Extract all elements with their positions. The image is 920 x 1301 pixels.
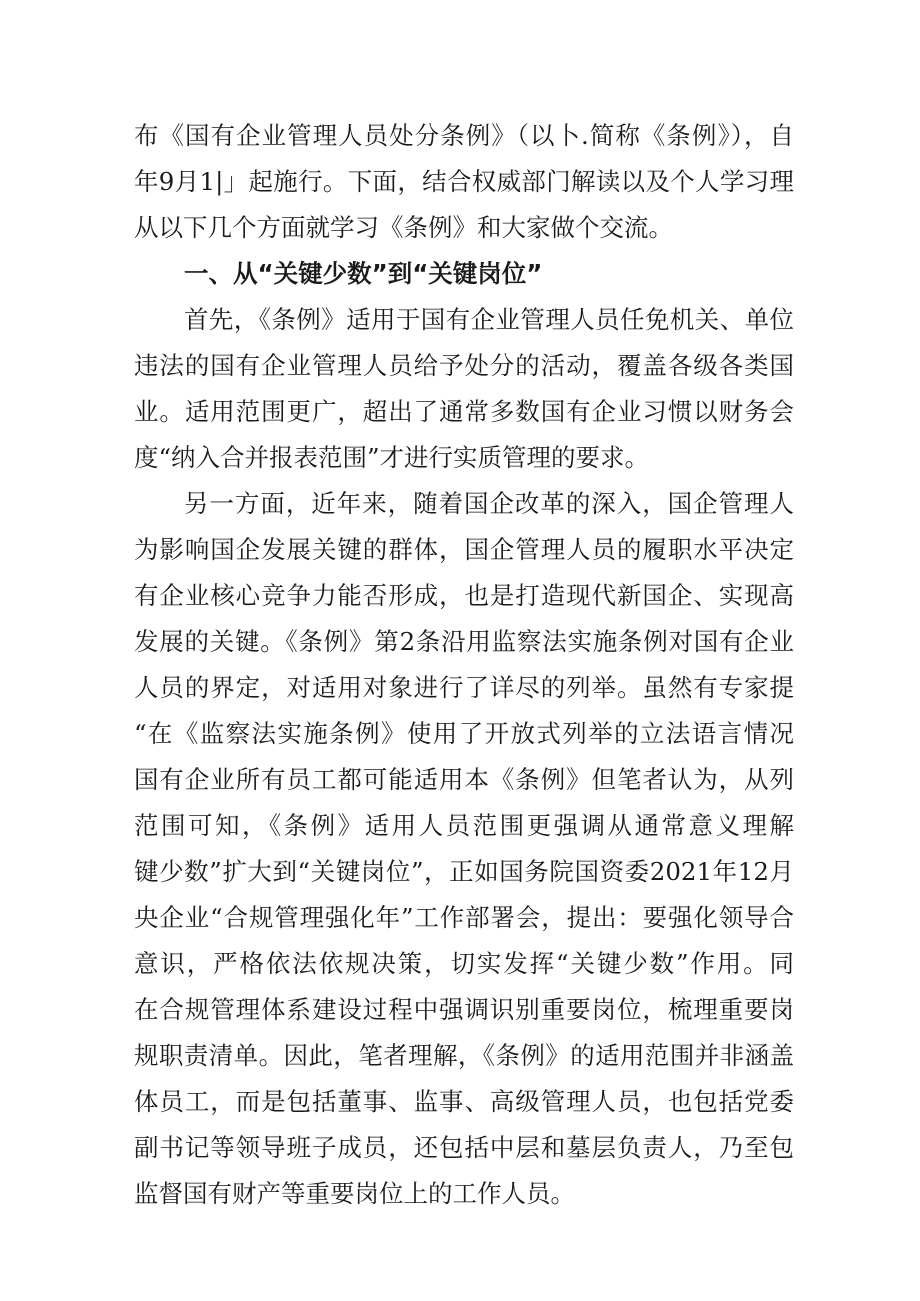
body-text-line: 布《国有企业管理人员处分条例》（以卜.简称《条例》），自 <box>134 121 794 150</box>
body-text-line: 键少数”扩大到“关键岗位”，正如国务院国资委2021年12月 <box>134 857 794 886</box>
body-text-line: 度“纳入合并报表范围”才进行实质管理的要求。 <box>134 443 650 472</box>
section-heading: 一、从“关键少数”到“关键岗位” <box>184 259 543 288</box>
body-text-line: 意识，严格依法依规决策，切实发挥“关键少数”作用。同 <box>134 949 794 978</box>
body-text-line: 另一方面，近年来，随着国企改革的深入，国企管理人 <box>184 489 794 518</box>
body-text-line: 发展的关键。《条例》第2条沿用监察法实施条例对国有企业 <box>134 627 794 656</box>
body-text-line: 范围可知，《条例》适用人员范围更强调从通常意义理解 <box>134 811 794 840</box>
body-text-line: 监督国有财产等重要岗位上的工作人员。 <box>134 1179 575 1208</box>
body-text-line: 在合规管理体系建设过程中强调识别重要岗位，梳理重要岗 <box>134 995 794 1024</box>
body-text-line: 首先，《条例》适用于国有企业管理人员任免机关、单位 <box>184 305 794 334</box>
document-body <box>134 113 794 1217</box>
body-text-line: 年9月1|」起施行。下面，结合权威部门解读以及个人学习理 <box>134 167 794 196</box>
body-text-line: 体员工，而是包括董事、监事、高级管理人员，也包括党委 <box>134 1087 794 1116</box>
body-text-line: 国有企业所有员工都可能适用本《条例》但笔者认为，从列 <box>134 765 794 794</box>
body-text-line: 业。适用范围更广，超出了通常多数国有企业习惯以财务会 <box>134 397 794 426</box>
body-text-line: 为影响国企发展关键的群体，国企管理人员的履职水平决定 <box>134 535 794 564</box>
body-text-line: 人员的界定，对适用对象进行了详尽的列举。虽然有专家提 <box>134 673 794 702</box>
body-text-line: 有企业核心竞争力能否形成，也是打造现代新国企、实现高 <box>134 581 794 610</box>
body-text-line: 央企业“合规管理强化年”工作部署会，提出：要强化领导合 <box>134 903 794 932</box>
body-text-line: 违法的国有企业管理人员给予处分的活动，覆盖各级各类国 <box>134 351 794 380</box>
body-text-line: “在《监察法实施条例》使用了开放式列举的立法语言情况 <box>134 719 794 748</box>
body-text-line: 规职责清单。因此，笔者理解，《条例》的适用范围并非涵盖 <box>134 1041 794 1070</box>
body-text-line: 副书记等领导班子成员，还包括中层和墓层负责人，乃至包 <box>134 1133 794 1162</box>
body-text-line: 从以下几个方面就学习《条例》和大家做个交流。 <box>134 213 673 242</box>
